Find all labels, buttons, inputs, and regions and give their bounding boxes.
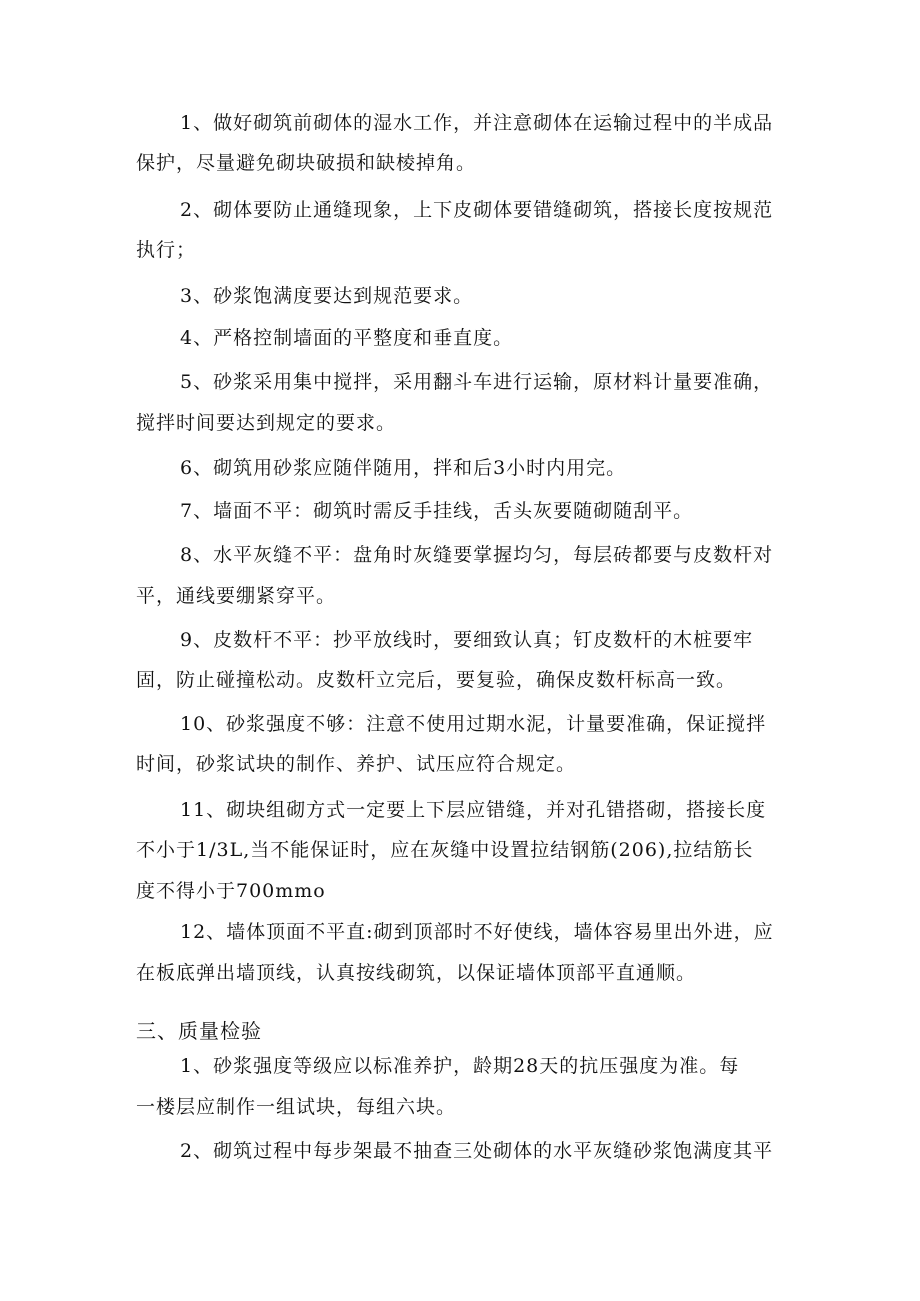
text-line: 搅拌时间要达到规定的要求。: [136, 412, 397, 434]
text-line: 保护，尽量避免砌块破损和缺棱掉角。: [136, 152, 477, 174]
text-line: 平，通线要绷紧穿平。: [136, 585, 337, 607]
text-line: 固，防止碰撞松动。皮数杆立完后，要复验，确保皮数杆标高一致。: [136, 669, 737, 691]
text-line: 1、砂浆强度等级应以标准养护，龄期28天的抗压强度为准。每: [180, 1055, 740, 1077]
text-line: 2、砌筑过程中每步架最不抽查三处砌体的水平灰缝砂浆饱满度其平: [180, 1140, 774, 1162]
text-line: 时间，砂浆试块的制作、养护、试压应符合规定。: [136, 753, 577, 775]
text-line: 6、砌筑用砂浆应随伴随用，拌和后3小时内用完。: [180, 457, 627, 479]
text-line: 12、墙体顶面不平直:砌到顶部时不好使线，墙体容易里出外进，应: [180, 921, 774, 943]
text-line: 一楼层应制作一组试块，每组六块。: [136, 1096, 457, 1118]
text-line: 不小于1/3L,当不能保证时，应在灰缝中设置拉结钢筋(206),拉结筋长: [136, 839, 754, 861]
section-heading: 三、质量检验: [136, 1019, 262, 1043]
text-line: 度不得小于700mmo: [136, 880, 326, 902]
text-line: 1、做好砌筑前砌体的湿水工作，并注意砌体在运输过程中的半成品: [180, 112, 774, 134]
text-line: 9、皮数杆不平：抄平放线时，要细致认真；钉皮数杆的木桩要牢: [180, 629, 754, 651]
text-line: 2、砌体要防止通缝现象，上下皮砌体要错缝砌筑，搭接长度按规范: [180, 199, 774, 221]
text-line: 4、严格控制墙面的平整度和垂直度。: [180, 327, 514, 349]
text-line: 11、砌块组砌方式一定要上下层应错缝，并对孔错搭砌，搭接长度: [180, 799, 767, 821]
text-line: 3、砂浆饱满度要达到规范要求。: [180, 285, 474, 307]
text-line: 执行；: [136, 239, 197, 261]
text-line: 8、水平灰缝不平：盘角时灰缝要掌握均匀，每层砖都要与皮数杆对: [180, 544, 774, 566]
text-line: 5、砂浆采用集中搅拌，采用翻斗车进行运输，原材料计量要准确，: [180, 371, 774, 393]
text-line: 7、墙面不平：砌筑时需反手挂线，舌头灰要随砌随刮平。: [180, 500, 694, 522]
text-line: 10、砂浆强度不够：注意不使用过期水泥，计量要准确，保证搅拌: [180, 713, 767, 735]
text-line: 在板底弹出墙顶线，认真按线砌筑，以保证墙体顶部平直通顺。: [136, 962, 697, 984]
